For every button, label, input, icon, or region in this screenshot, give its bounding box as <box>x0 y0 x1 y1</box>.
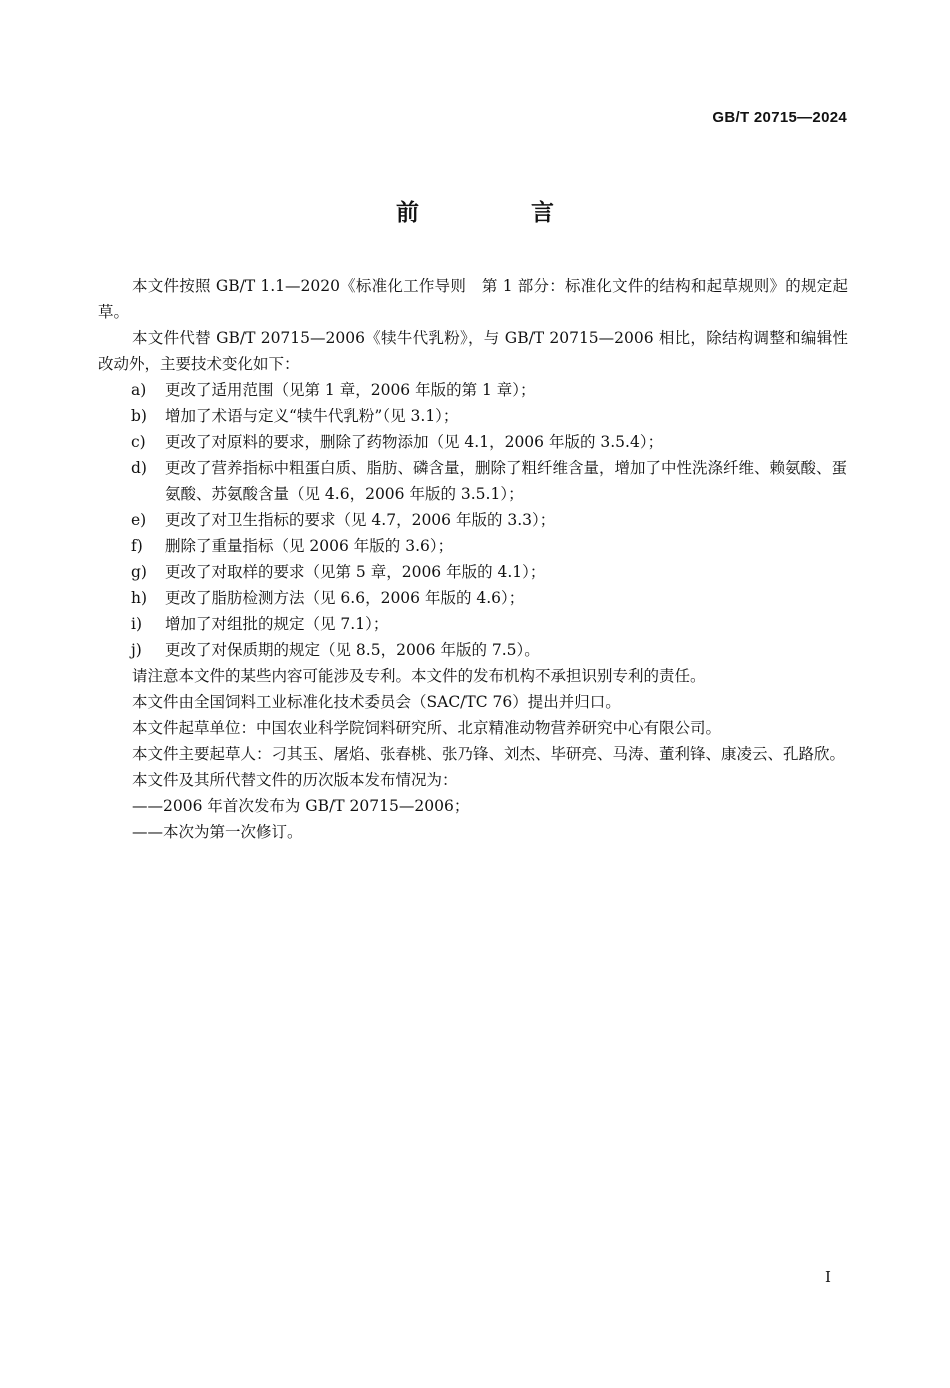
intro-paragraph-replacement: 本文件代替 GB/T 20715—2006《犊牛代乳粉》，与 GB/T 20715—2006 相比，除结构调整和编辑性改动外，主要技术变化如下： <box>98 329 848 373</box>
page-number: I <box>825 1268 831 1286</box>
history-intro: 本文件及其所代替文件的历次版本发布情况为： <box>132 771 458 789</box>
list-item-label: g) <box>131 563 147 581</box>
list-item <box>98 429 848 455</box>
list-item <box>98 507 848 533</box>
history-item: ——2006 年首次发布为 GB/T 20715—2006； <box>132 797 470 815</box>
list-item-text: 增加了术语与定义“犊牛代乳粉”（见 3.1）； <box>165 407 459 425</box>
list-item-label: f) <box>131 537 143 555</box>
drafters: 本文件主要起草人：刁其玉、屠焰、张春桃、张乃锋、刘杰、毕研亮、马涛、董利锋、康凌云、孔路欣。 <box>132 745 846 763</box>
list-item-label: a) <box>131 381 147 399</box>
list-item <box>98 377 848 403</box>
standard-code: GB/T 20715—2024 <box>712 109 847 126</box>
list-item <box>98 611 848 637</box>
changes-list <box>98 377 848 663</box>
page-title: 前 言 <box>395 200 606 226</box>
list-item-text: 更改了脂肪检测方法（见 6.6，2006 年版的 4.6）； <box>165 589 525 607</box>
history-item: ——本次为第一次修订。 <box>132 823 303 841</box>
list-item-text: 更改了对取样的要求（见第 5 章，2006 年版的 4.1）； <box>165 563 546 581</box>
list-item <box>98 403 848 429</box>
list-item-label: d) <box>131 459 147 477</box>
list-item <box>98 585 848 611</box>
patent-notice: 请注意本文件的某些内容可能涉及专利。本文件的发布机构不承担识别专利的责任。 <box>132 667 706 685</box>
list-item <box>98 559 848 585</box>
list-item-text: 更改了营养指标中粗蛋白质、脂肪、磷含量，删除了粗纤维含量，增加了中性洗涤纤维、赖氨酸、蛋氨酸、苏氨酸含量（见 4.6，2006 年版的 3.5.1）； <box>165 459 848 503</box>
list-item-label: h) <box>131 589 148 607</box>
list-item <box>98 637 848 663</box>
list-item-text: 更改了适用范围（见第 1 章，2006 年版的第 1 章）； <box>165 381 536 399</box>
drafting-organizations: 本文件起草单位：中国农业科学院饲料研究所、北京精准动物营养研究中心有限公司。 <box>132 719 722 737</box>
list-item-label: i) <box>131 615 143 633</box>
list-item-text: 更改了对卫生指标的要求（见 4.7，2006 年版的 3.3）； <box>165 511 556 529</box>
list-item-label: e) <box>131 511 147 529</box>
list-item-label: b) <box>131 407 147 425</box>
list-item-text: 删除了重量指标（见 2006 年版的 3.6）； <box>165 537 454 555</box>
foreword-body <box>98 273 848 845</box>
list-item-label: j) <box>131 641 142 659</box>
list-item-label: c) <box>131 433 146 451</box>
list-item-text: 更改了对保质期的规定（见 8.5，2006 年版的 7.5）。 <box>165 641 540 659</box>
proposer-statement: 本文件由全国饲料工业标准化技术委员会（SAC/TC 76）提出并归口。 <box>132 693 621 711</box>
list-item <box>98 533 848 559</box>
list-item-text: 增加了对组批的规定（见 7.1）； <box>165 615 389 633</box>
list-item <box>98 455 848 507</box>
intro-paragraph-drafting: 本文件按照 GB/T 1.1—2020《标准化工作导则 第 1 部分：标准化文件的结构和起草规则》的规定起草。 <box>98 277 848 321</box>
list-item-text: 更改了对原料的要求，删除了药物添加（见 4.1，2006 年版的 3.5.4）； <box>165 433 664 451</box>
